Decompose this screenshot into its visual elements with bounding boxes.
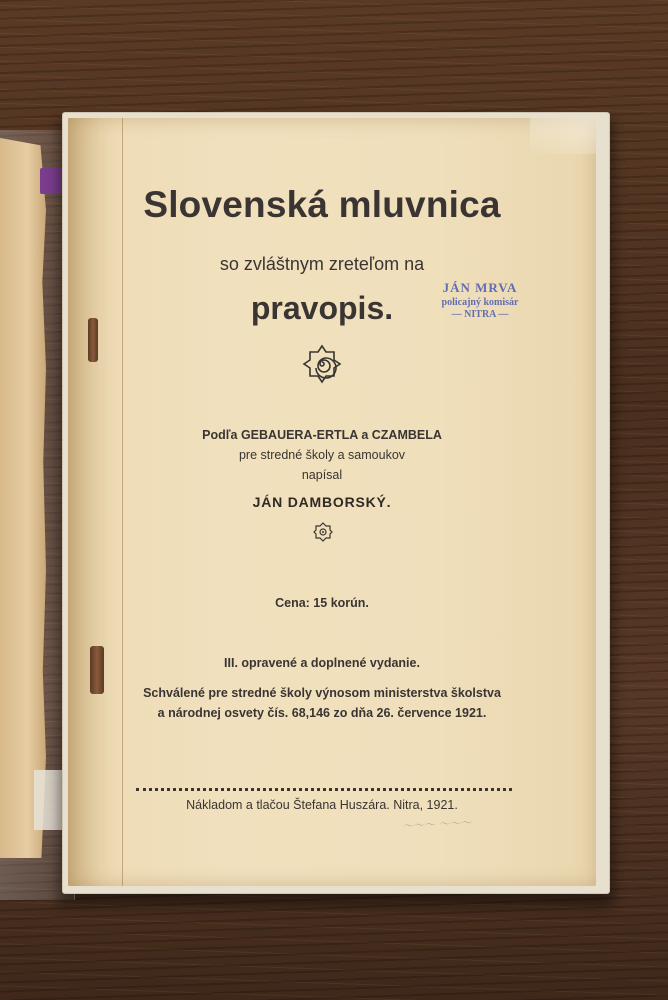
price-line: Cena: 15 korún.	[275, 596, 369, 610]
spiral-ornament-icon	[302, 344, 342, 384]
owner-stamp	[416, 280, 544, 324]
approval-line-2: a národnej osvety čís. 68,146 zo dňa 26. července 1921.	[157, 706, 487, 720]
stamp-city: — NITRA —	[451, 309, 509, 320]
small-spiral-ornament-icon	[313, 522, 333, 542]
dotted-rule	[136, 788, 512, 791]
basis-line: Podľa GEBAUERA-ERTLA a CZAMBELA	[202, 428, 442, 442]
torn-front-cover	[0, 138, 46, 858]
book-title: Slovenská mluvnica	[143, 184, 501, 225]
stamp-role: policajný komisár	[441, 297, 519, 308]
edition-line: III. opravené a doplnené vydanie.	[224, 656, 420, 670]
wrote-line: napísal	[301, 468, 343, 482]
staple-bottom	[90, 646, 104, 694]
author-name: JÁN DAMBORSKÝ.	[252, 494, 392, 510]
staple-top	[88, 318, 98, 362]
book-subtitle-emphasis: pravopis.	[250, 290, 394, 326]
title-page-content	[122, 118, 596, 886]
publisher-line: Nákladom a tlačou Štefana Huszára. Nitra, 1921.	[186, 798, 458, 812]
book-subtitle: so zvláštnym zreteľom na	[219, 254, 425, 274]
audience-line: pre stredné školy a samoukov	[238, 448, 406, 462]
pencil-scribble: ～～～ ～～～	[401, 816, 472, 833]
stamp-name: JÁN MRVA	[442, 280, 518, 295]
approval-line-1: Schválené pre stredné školy výnosom ministerstva školstva	[143, 686, 501, 700]
spine-fold	[68, 118, 123, 886]
